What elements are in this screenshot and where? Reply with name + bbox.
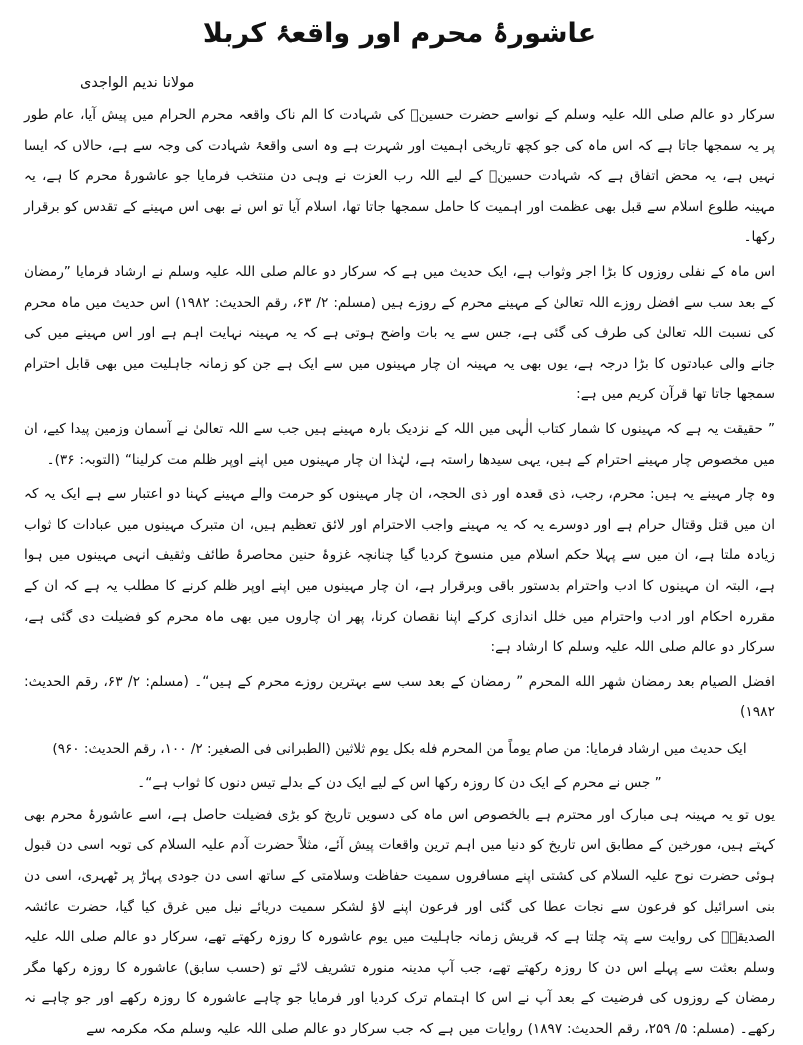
document-title: عاشورۂ محرم اور واقعۂ کربلا xyxy=(202,18,597,49)
paragraph-quran-quote: ” حقیقت یہ ہے کہ مہینوں کا شمار کتاب الٰہی میں اللہ کے نزدیک بارہ مہینے ہیں جب سے اللہ تعالیٰ نے آسمان وزمین پیدا کیے، ان میں مخصوص چار مہینے احترام کے ہیں، یہی سیدھا راستہ ہے، لہٰذا ان چار مہینوں میں اپنے اوپر ظلم مت کرلینا“ (التوبہ: ۳۶)۔ xyxy=(24,420,775,468)
hadith-arabic-line: ایک حدیث میں ارشاد فرمایا: من صام يوماً من المحرم فله بكل يوم ثلاثين (الطبرانی فی الصغیر: ۲/ ۱۰۰، رقم الحدیث: ۹۶۰) xyxy=(52,740,747,757)
paragraph-fasting: اس ماہ کے نفلی روزوں کا بڑا اجر وثواب ہے، ایک حدیث میں ہے کہ سرکار دو عالم صلی اللہ علیہ وسلم نے ارشاد فرمایا ”رمضان کے بعد سب سے افضل روزے اللہ تعالیٰ کے مہینے محرم کے روزے ہیں (مسلم: ۲/ ۶۳، رقم الحدیث: ۱۹۸۲) اس حدیث میں ماہ محرم کی نسبت اللہ تعالیٰ کی طرف کی گئی ہے، جس سے یہ بات واضح ہوتی ہے کہ یہ مہینہ نہایت اہم ہے اور اس مہینے میں کی جانے والی عبادتوں کا بڑا درجہ ہے، یوں بھی یہ مہینہ ان چار مہینوں میں سے ایک ہے جن کو زمانہ جاہلیت میں بھی قابل احترام سمجھا جاتا تھا قرآن کریم میں ہے: xyxy=(24,263,775,403)
paragraph-hadith-best-fast: افضل الصيام بعد رمضان شهر الله المحرم ” رمضان کے بعد سب سے بہترین روزے محرم کے ہیں“۔ (مسلم: ۲/ ۶۳، رقم الحدیث: ۱۹۸۲) xyxy=(24,673,775,721)
paragraph-intro: سرکار دو عالم صلی اللہ علیہ وسلم کے نواسے حضرت حسینؓ کی شہادت کا الم ناک واقعہ محرم الحرام میں پیش آیا، عام طور پر یہ سمجھا جاتا ہے کہ اس ماہ کی جو کچھ تاریخی اہمیت اور شہرت ہے وہ اسی واقعۂ شہادت کی وجہ سے ہے، حالاں کہ ایسا نہیں ہے، یہ محض اتفاق ہے کہ شہادت حسینؓ کے لیے اللہ رب العزت نے وہی دن منتخب فرمایا جو عاشورۂ محرم کا ہے، یہ مہینہ طلوع اسلام سے قبل بھی عظمت اور اہمیت کا حامل سمجھا جاتا تھا، اسلام آیا تو اس نے بھی اس مہینے کے تقدس کو برقرار رکھا۔ xyxy=(24,107,775,246)
paragraph-ashura: یوں تو یہ مہینہ ہی مبارک اور محترم ہے بالخصوص اس ماہ کی دسویں تاریخ کو بڑی فضیلت حاصل ہے، اسے عاشورۂ محرم بھی کہتے ہیں، مورخین کے مطابق اس تاریخ کو دنیا میں اہم ترین واقعات پیش آئے، مثلاً حضرت آدم علیہ السلام کی توبہ اسی دن قبول ہوئی حضرت نوح علیہ السلام کی کشتی اپنے مسافروں سمیت حفاظت وسلامتی کے ساتھ اسی دن جودی پہاڑ پر ٹھہری، اسی دن بنی اسرائیل کو فرعون سے نجات عطا کی گئی اور فرعون اپنے لاؤ لشکر سمیت دریائے نیل میں غرق کیا گیا، حضرت عائشہ الصدیقہؓ کی روایت سے پتہ چلتا ہے کہ قریش زمانہ جاہلیت میں یوم عاشورہ کا روزہ رکھتے تھے، سرکار دو عالم صلی اللہ علیہ وسلم بعثت سے پہلے اس دن کا روزہ رکھتے تھے، جب آپ مدینہ منورہ تشریف لائے تو (حسب سابق) عاشورہ کا روزہ رکھا مگر رمضان کے روزوں کی فرضیت کے بعد آپ نے اس کا اہتمام ترک کردیا اور فرمایا جو چاہے عاشورہ کا روزہ رکھے اور جو چاہے نہ رکھے۔ (مسلم: ۵/ ۲۵۹، رقم الحدیث: ۱۸۹۷) روایات میں ہے کہ جب سرکار دو عالم صلی اللہ علیہ وسلم مکہ مکرمہ سے xyxy=(24,806,775,1038)
author-label: مولانا ندیم الواجدی xyxy=(80,75,195,91)
paragraph-four-months: وہ چار مہینے یہ ہیں: محرم، رجب، ذی قعدہ اور ذی الحجہ، ان چار مہینوں کو حرمت والے مہینے کہنا دو اعتبار سے ہے ایک یہ کہ ان میں قتل وقتال حرام ہے اور دوسرے یہ کہ یہ مہینے واجب الاحترام اور لائق تعظیم ہیں، ان متبرک مہینوں میں عبادات کا ثواب زیادہ ملتا ہے، ان میں سے پہلا حکم اسلام میں منسوخ کردیا گیا چنانچہ غزوۂ حنین محاصرۂ طائف وثقیف انہی مہینوں میں ہوا ہے، البتہ ان مہینوں کا ادب واحترام بدستور باقی وبرقرار ہے، ان چار مہینوں میں اپنے اوپر ظلم کرنے کا مطلب یہ ہے کہ ان کے مقررہ احکام اور ادب واحترام میں خلل اندازی کرکے اپنا نقصان کرنا، پھر ان چاروں میں بھی ماہ محرم کو فضیلت دی گئی ہے، سرکار دو عالم صلی اللہ علیہ وسلم کا ارشاد ہے: xyxy=(24,486,775,656)
hadith-translation: ” جس نے محرم کے ایک دن کا روزہ رکھا اس کے لیے ایک دن کے بدلے تیس دنوں کا ثواب ہے“۔ xyxy=(137,774,662,791)
author-name xyxy=(24,72,775,94)
